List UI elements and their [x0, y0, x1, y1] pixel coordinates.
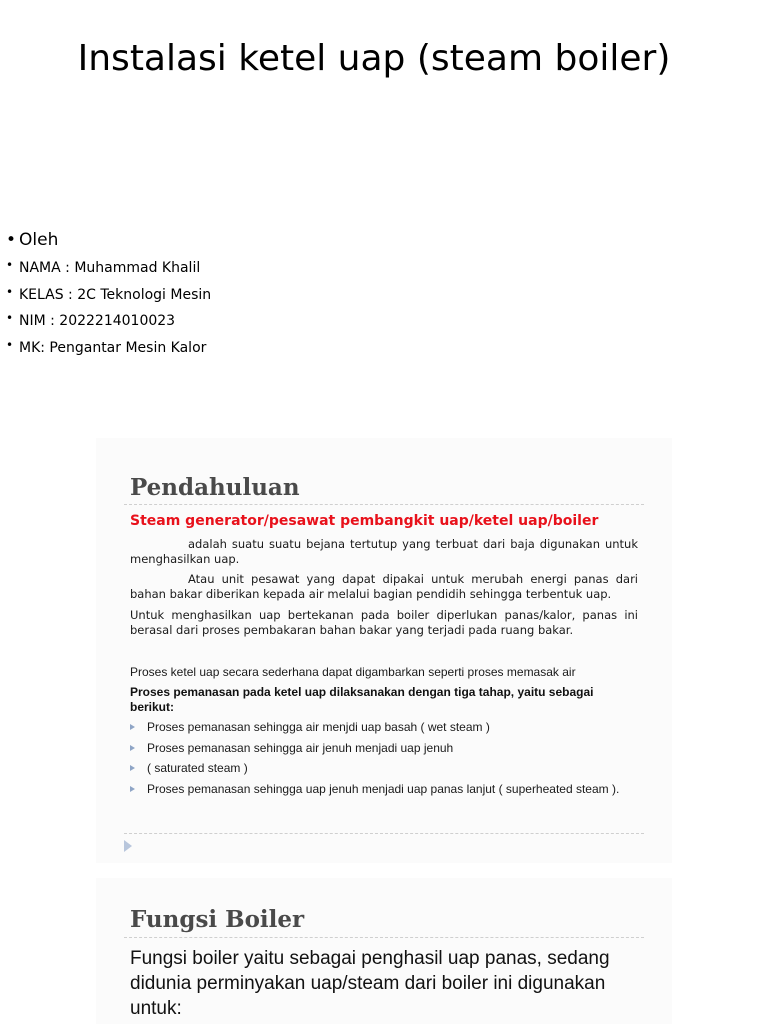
- divider: [124, 504, 644, 505]
- author-nim: NIM : 2022214010023: [19, 313, 176, 329]
- bullet-icon: •: [6, 258, 14, 272]
- author-name: NAMA : Muhammad Khalil: [19, 260, 201, 276]
- list-item: Proses pemanasan sehingga air menjdi uap basah ( wet steam ): [130, 720, 620, 735]
- slide-heading: Fungsi Boiler: [130, 906, 305, 933]
- divider: [124, 833, 644, 834]
- list-item: ( saturated steam ): [130, 761, 620, 776]
- paragraph-alternative: Atau unit pesawat yang dapat dipakai untuk merubah energi panas dari bahan bakar diberikan kepada air melalui bagian pendidih sehingga terbentuk uap.: [130, 572, 638, 601]
- list-item: Proses pemanasan sehingga uap jenuh menjadi uap panas lanjut ( superheated steam ).: [130, 782, 620, 797]
- bullet-icon: •: [6, 284, 14, 299]
- paragraph-definition: adalah suatu suatu bejana tertutup yang terbuat dari baja digunakan untuk menghasilkan uap.: [130, 537, 638, 566]
- arrow-bullet-icon: [130, 765, 135, 771]
- slide-pendahuluan: [96, 438, 672, 863]
- paragraph-function: Fungsi boiler yaitu sebagai penghasil uap panas, sedang didunia perminyakan uap/steam dari boiler ini digunakan untuk:: [130, 948, 610, 1019]
- slide-heading: Pendahuluan: [130, 474, 300, 501]
- bullet-icon: •: [6, 311, 14, 325]
- arrow-bullet-icon: [130, 786, 135, 792]
- bullet-icon: •: [6, 337, 14, 352]
- paragraph-process-stages: Proses pemanasan pada ketel uap dilaksanakan dengan tiga tahap, yaitu sebagai berikut:: [130, 685, 594, 714]
- author-lead-item: [6, 228, 211, 255]
- author-class-item: [6, 282, 211, 309]
- arrow-bullet-icon: [130, 745, 135, 751]
- author-class: KELAS : 2C Teknologi Mesin: [19, 286, 212, 303]
- author-course: MK: Pengantar Mesin Kalor: [19, 339, 207, 356]
- play-arrow-icon: [124, 840, 132, 852]
- slide-subheading: Steam generator/pesawat pembangkit uap/ketel uap/boiler: [130, 513, 599, 529]
- author-nim-item: [6, 308, 211, 335]
- divider: [124, 937, 644, 938]
- paragraph-process-summary: Proses ketel uap secara sederhana dapat digambarkan seperti proses memasak air: [130, 665, 576, 679]
- author-lead-label: Oleh: [19, 230, 59, 250]
- arrow-bullet-icon: [130, 724, 135, 730]
- author-info-list: [6, 228, 211, 361]
- document-title: Instalasi ketel uap (steam boiler): [77, 38, 671, 79]
- author-course-item: [6, 335, 211, 362]
- paragraph-heat-source: Untuk menghasilkan uap bertekanan pada boiler diperlukan panas/kalor, panas ini berasal dari proses pembakaran bahan bakar yang terjadi pada ruang bakar.: [130, 608, 638, 637]
- author-name-item: [6, 255, 211, 282]
- bullet-icon: •: [6, 230, 17, 250]
- list-item: Proses pemanasan sehingga air jenuh menjadi uap jenuh: [130, 741, 620, 756]
- process-steps-list: [130, 720, 620, 802]
- slide-fungsi-boiler: [96, 878, 672, 1024]
